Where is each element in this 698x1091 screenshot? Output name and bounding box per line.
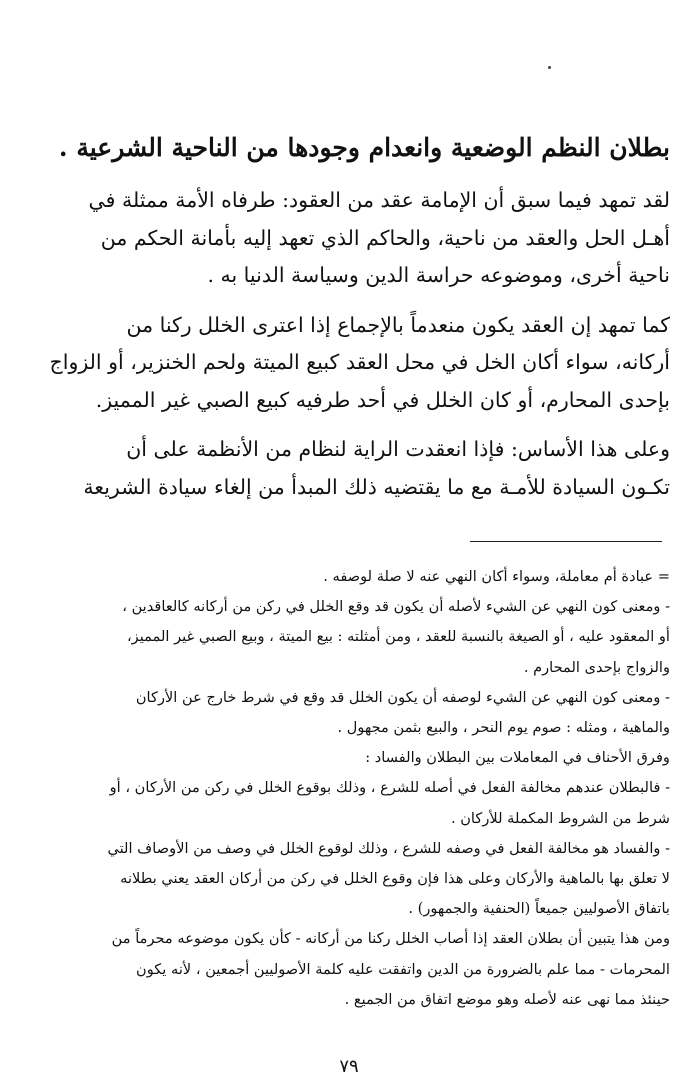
- footnote-line: - ومعنى كون النهي عن الشيء لأصله أن يكون قد وقع الخلل في ركن من أركانه كالعاقدين ،: [122, 598, 670, 616]
- footnote-separator: [470, 541, 662, 542]
- footnote-line: والماهية ، ومثله : صوم يوم النحر ، والبيع بثمن مجهول .: [337, 719, 670, 737]
- text-line: أهـل الحل والعقد من ناحية، والحاكم الذي تعهد إليه بأمانة الحكم من: [100, 225, 670, 250]
- footnote-line: وفرق الأحناف في المعاملات بين البطلان والفساد :: [365, 749, 670, 767]
- page-number: ٧٩: [339, 1056, 359, 1077]
- text-line: ناحية أخرى، وموضوعه حراسة الدين وسياسة الدنيا به .: [207, 263, 670, 287]
- text-line: أركانه، سواء أكان الخل في محل العقد كبيع الميتة ولحم الخنزير، أو الزواج: [49, 350, 670, 374]
- footnote-line: - فالبطلان عندهم مخالفة الفعل في أصله للشرع ، وذلك بوقوع الخلل في ركن من الأركان ، أو: [109, 779, 670, 797]
- footnote-line: باتفاق الأصوليين جميعاً (الحنفية والجمهور) .: [408, 900, 670, 918]
- section-heading: بطلان النظم الوضعية وانعدام وجودها من الناحية الشرعية .: [58, 133, 670, 162]
- footnote-line: حينئذ مما نهى عنه لأصله وهو موضع اتفاق من الجميع .: [344, 990, 670, 1008]
- footnote-line: ومن هذا يتبين أن بطلان العقد إذا أصاب الخلل ركنا من أركانه - كأن يكون موضوعه محرماً من: [111, 930, 670, 948]
- page-speck: [548, 66, 551, 69]
- footnote-line: - ومعنى كون النهي عن الشيء لوصفه أن يكون الخلل قد وقع في شرط خارج عن الأركان: [135, 688, 670, 706]
- text-line: بإحدى المحارم، أو كان الخلل في أحد طرفيه كبيع الصبي غير المميز.: [95, 387, 670, 412]
- footnote-line: المحرمات - مما علم بالضرورة من الدين واتفقت عليه كلمة الأصوليين أجمعين ، لأنه يكون: [135, 960, 670, 978]
- main-text: [30, 182, 670, 518]
- paragraph-1: [30, 182, 670, 295]
- text-line: كما تمهد إن العقد يكون منعدماً بالإجماع إذا اعترى الخلل ركنا من: [126, 312, 670, 337]
- footnote-line: = عبادة أم معاملة، وسواء أكان النهي عنه لا صلة لوصفه .: [323, 568, 670, 585]
- paragraph-2: [30, 307, 670, 420]
- footnotes: [20, 562, 670, 1015]
- footnote-line: - والفساد هو مخالفة الفعل في وصفه للشرع ، وذلك لوقوع الخلل في وصف من الأوصاف التي: [107, 839, 670, 857]
- text-line: تكـون السيادة للأمـة مع ما يقتضيه ذلك المبدأ من إلغاء سيادة الشريعة: [83, 474, 670, 499]
- footnote-line: أو المعقود عليه ، أو الصيغة بالنسبة للعقد ، ومن أمثلته : بيع الميتة ، وبيع الصبي غير المميز،: [126, 628, 670, 646]
- footnote-line: والزواج بإحدى المحارم .: [523, 658, 670, 676]
- text-line: وعلى هذا الأساس: فإذا انعقدت الراية لنظام من الأنظمة على أن: [126, 437, 670, 461]
- footnote-line: شرط من الشروط المكملة للأركان .: [450, 809, 670, 827]
- paragraph-3: [30, 431, 670, 506]
- footnote-line: لا تعلق بها بالماهية والأركان وعلى هذا فإن وقوع الخلل في ركن من أركان العقد يعني بطلانه: [120, 870, 670, 888]
- text-line: لقد تمهد فيما سبق أن الإمامة عقد من العقود: طرفاه الأمة ممثلة في: [88, 188, 670, 212]
